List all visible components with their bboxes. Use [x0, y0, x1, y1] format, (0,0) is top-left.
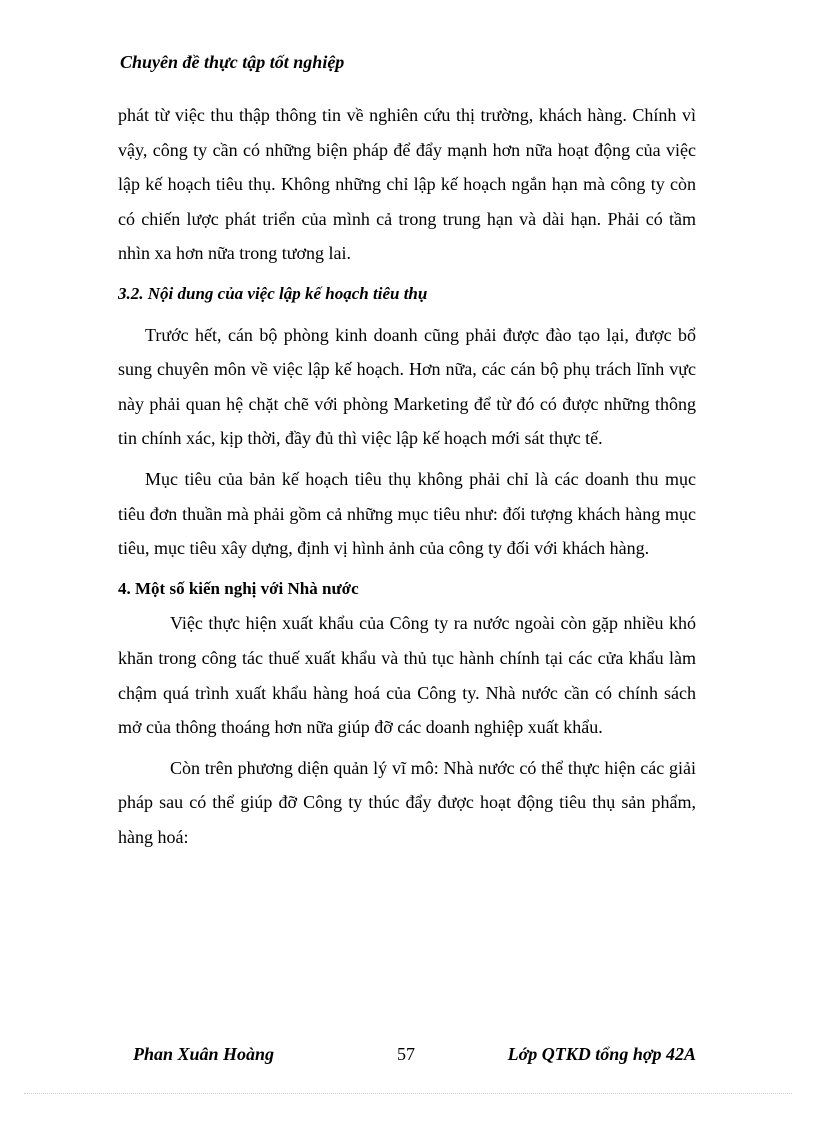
footer-class-name: Lớp QTKD tổng hợp 42A [507, 1044, 696, 1064]
paragraph-training: Trước hết, cán bộ phòng kinh doanh cũng phải được đào tạo lại, được bổ sung chuyên môn về việc lập kế hoạch. Hơn nữa, các cán bộ phụ trách lĩnh vực này phải quan hệ chặt chẽ với phòng Marketing để từ đó có được những thông tin chính xác, kịp thời, đầy đủ thì việc lập kế hoạch mới sát thực tế. [118, 324, 696, 449]
section-heading-4: 4. Một số kiến nghị với Nhà nước [118, 578, 359, 598]
footer-page-number: 57 [397, 1044, 415, 1064]
section-heading-3-2: 3.2. Nội dung của việc lập kế hoạch tiêu thụ [118, 283, 428, 303]
paragraph-macro: Còn trên phương diện quản lý vĩ mô: Nhà nước có thể thực hiện các giải pháp sau có thể giúp đỡ Công ty thúc đẩy được hoạt động tiêu thụ sản phẩm, hàng hoá: [118, 757, 696, 847]
paragraph-objectives: Mục tiêu của bản kế hoạch tiêu thụ không phải chỉ là các doanh thu mục tiêu đơn thuần mà phải gồm cả những mục tiêu như: đối tượng khách hàng mục tiêu, mục tiêu xây dựng, định vị hình ảnh của công ty đối với khách hàng. [118, 468, 696, 559]
paragraph-continuation: phát từ việc thu thập thông tin về nghiên cứu thị trường, khách hàng. Chính vì vậy, công ty cần có những biện pháp để đẩy mạnh hơn nữa hoạt động của việc lập kế hoạch tiêu thụ. Không những chỉ lập kế hoạch ngắn hạn mà công ty còn có chiến lược phát triển của mình cả trong trung hạn và dài hạn. Phải có tầm nhìn xa hơn nữa trong tương lai. [118, 105, 696, 264]
paragraph-export: Việc thực hiện xuất khẩu của Công ty ra nước ngoài còn gặp nhiều khó khăn trong công tác thuế xuất khẩu và thủ tục hành chính tại các cửa khẩu làm chậm quá trình xuất khẩu hàng hoá của Công ty. Nhà nước cần có chính sách mở của thông thoáng hơn nữa giúp đỡ các doanh nghiệp xuất khẩu. [118, 613, 696, 738]
document-body [118, 98, 696, 854]
footer-author: Phan Xuân Hoàng [133, 1044, 275, 1064]
page-header-title: Chuyên đề thực tập tốt nghiệp [120, 52, 345, 72]
page-footer [0, 1044, 816, 1074]
page-bottom-divider [24, 1093, 792, 1094]
